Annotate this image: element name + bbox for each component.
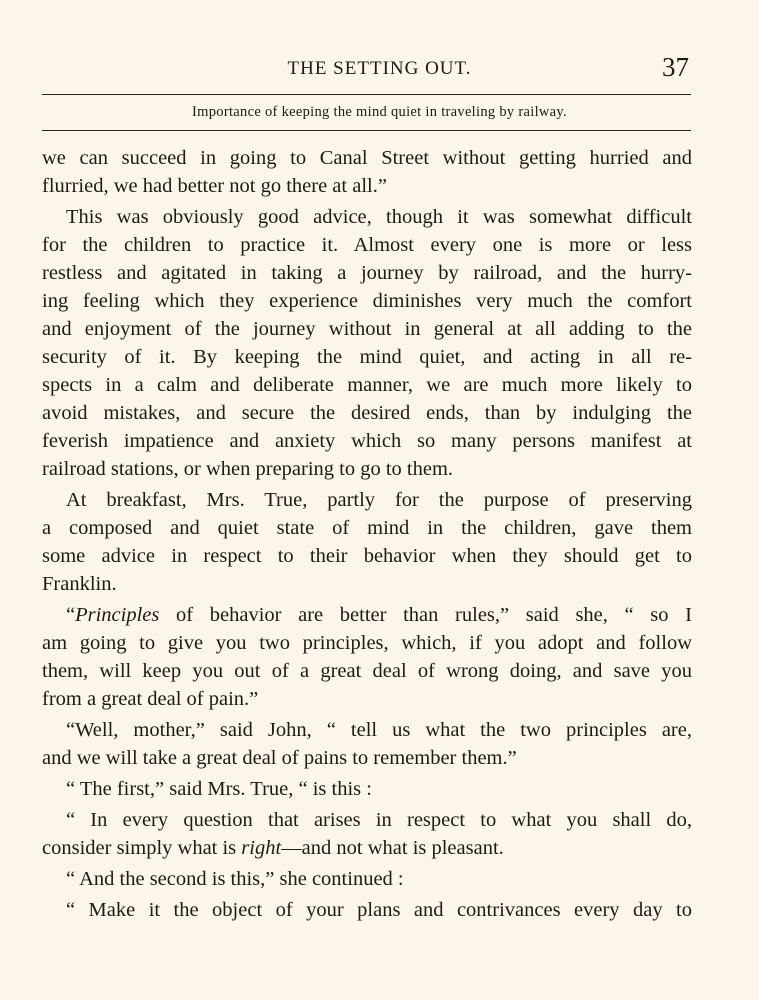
section-subheading: Importance of keeping the mind quiet in traveling by railway. [192,104,567,120]
text-line: ing feeling which they experience diminishes very much the comfort [42,290,692,312]
text-fragment: consider simply what is [42,837,242,859]
text-line: At breakfast, Mrs. True, partly for the purpose of preserving [66,489,692,511]
text-line: avoid mistakes, and secure the desired ends, than by indulging the [42,402,692,424]
text-line: spects in a calm and deliberate manner, we are much more likely to [42,374,692,396]
body-text [42,144,692,924]
quote-mark: “ [66,604,76,626]
text-line: feverish impatience and anxiety which so many persons manifest at [42,430,692,452]
text-line [42,601,692,629]
text-line: am going to give you two principles, which, if you adopt and follow [42,632,692,654]
text-fragment: —and not what is pleasant. [281,837,504,859]
text-line: we can succeed in going to Canal Street without getting hurried and [42,147,692,169]
text-line: a composed and quiet state of mind in the children, gave them [42,517,692,539]
text-line: “Well, mother,” said John, “ tell us what the two principles are, [66,719,692,741]
text-line: railroad stations, or when preparing to go to them. [42,458,454,480]
text-line [42,834,692,862]
header-rule-bottom [42,130,691,131]
chapter-title: THE SETTING OUT. [287,58,472,79]
header-rule-top [42,94,691,95]
text-line: restless and agitated in taking a journey by railroad, and the hurry- [42,262,692,284]
text-line: “ In every question that arises in respect to what you shall do, [66,809,692,831]
text-line: and enjoyment of the journey without in general at all adding to the [42,318,692,340]
text-line: Franklin. [42,573,117,595]
running-head [0,52,759,84]
page-number: 37 [662,52,689,82]
text-fragment: of behavior are better than rules,” said she, “ so I [159,604,692,626]
text-line: some advice in respect to their behavior when they should get to [42,545,692,567]
emphasis-principles: Principles [75,604,160,626]
text-line: “ And the second is this,” she continued : [66,868,404,890]
text-line: for the children to practice it. Almost every one is more or less [42,234,692,256]
text-line: “ The first,” said Mrs. True, “ is this : [66,778,372,800]
text-line: from a great deal of pain.” [42,688,259,710]
text-line: “ Make it the object of your plans and contrivances every day to [66,899,692,921]
emphasis-right: right [241,837,282,859]
text-line: flurried, we had better not go there at all.” [42,175,387,197]
text-line: This was obviously good advice, though it was somewhat difficult [66,206,692,228]
text-line: and we will take a great deal of pains to remember them.” [42,747,517,769]
text-line: them, will keep you out of a great deal of wrong doing, and save you [42,660,692,682]
text-line: security of it. By keeping the mind quiet, and acting in all re- [42,346,692,368]
